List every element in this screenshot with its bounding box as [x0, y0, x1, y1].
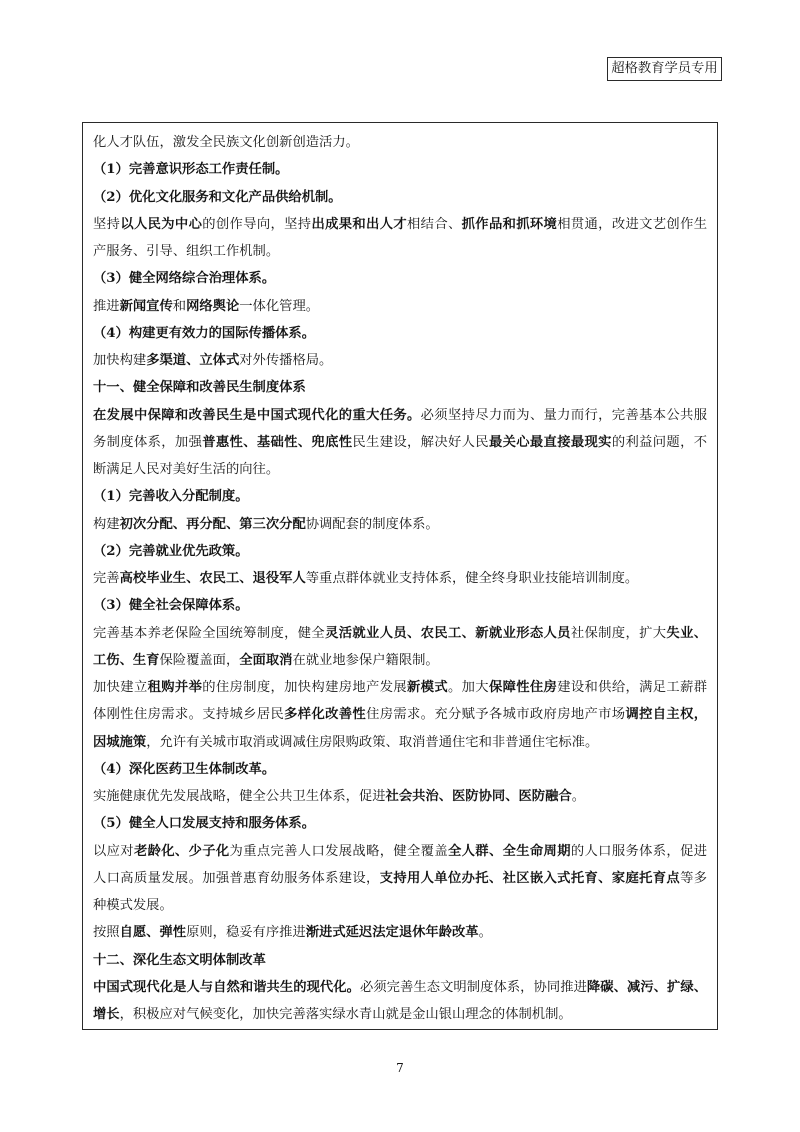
- text-run: 原则，稳妥有序推进: [186, 925, 306, 941]
- text-line: [93, 483, 707, 510]
- text-line: [93, 865, 707, 892]
- bold-text-run: 灵活就业人员、农民工、新就业形态人员: [325, 625, 571, 641]
- text-run: ，允许有关城市取消或调减住房限购政策、取消普通住宅和非普通住宅标准。: [146, 734, 599, 750]
- bold-text-run: （5）健全人口发展支持和服务体系。: [93, 816, 316, 832]
- text-run: 等重点群体就业支持体系，健全终身职业技能培训制度。: [305, 571, 639, 586]
- document-content-box: [82, 122, 718, 1030]
- body-paragraph: [93, 402, 707, 484]
- bold-text-run: 保障性住房: [488, 680, 558, 695]
- body-paragraph: [93, 674, 707, 756]
- body-paragraph: [93, 511, 707, 538]
- text-run: 产服务、引导、组织工作机制。: [93, 244, 280, 259]
- text-run: 人口高质量发展。加强普惠育幼服务体系建设，: [93, 870, 380, 886]
- bold-text-run: 租购并举: [147, 680, 203, 695]
- text-line: [93, 211, 707, 238]
- bold-text-run: 初次分配、再分配、第三次分配: [119, 516, 306, 532]
- text-run: 加快建立: [93, 680, 148, 695]
- text-line: [93, 156, 707, 183]
- text-line: [93, 892, 707, 919]
- text-run: 体刚性住房需求。支持城乡居民: [93, 707, 285, 723]
- body-paragraph: [93, 838, 707, 920]
- text-line: [93, 293, 707, 320]
- subsection-heading: [93, 156, 707, 183]
- subsection-heading: [93, 810, 707, 837]
- text-line: [93, 783, 707, 810]
- text-run: 化人才队伍，激发全民族文化创新创造活力。: [93, 135, 359, 150]
- text-run: 社保制度，扩大: [570, 625, 667, 641]
- text-line: [93, 1001, 707, 1028]
- text-run: 协调配套的制度体系。: [305, 516, 439, 532]
- text-line: [93, 374, 707, 401]
- text-line: [93, 184, 707, 211]
- bold-text-run: 增长: [93, 1007, 120, 1022]
- text-run: 必须坚持尽力而为、量力而行，完善基本公共服: [420, 407, 707, 423]
- text-run: 实施健康优先发展战略，健全公共卫生体系，促进: [93, 789, 386, 804]
- text-run: 坚持: [93, 216, 121, 232]
- bold-text-run: 降碳、减污、扩绿、: [586, 979, 707, 995]
- bold-text-run: 高校毕业生、农民工、退役军人: [119, 571, 306, 586]
- bold-text-run: （3）健全社会保障体系。: [93, 598, 249, 614]
- subsection-heading: [93, 184, 707, 211]
- text-line: [93, 429, 707, 456]
- text-run: 住房需求。充分赋予各城市政府房地产市场: [366, 707, 626, 723]
- text-run: 完善: [93, 571, 120, 586]
- text-run: 的利益问题，不: [611, 434, 707, 450]
- text-line: [93, 729, 707, 756]
- page-number: 7: [396, 1061, 404, 1075]
- bold-text-run: 社会共治、医防协同、医防融合: [385, 789, 572, 804]
- text-line: [93, 456, 707, 483]
- text-run: 为重点完善人口发展战略，健全覆盖: [229, 843, 448, 859]
- text-line: [93, 265, 707, 292]
- text-line: [93, 919, 707, 946]
- text-line: [93, 538, 707, 565]
- text-line: [93, 592, 707, 619]
- bold-text-run: （2）完善就业优先政策。: [93, 543, 249, 559]
- subsection-heading: [93, 265, 707, 292]
- bold-text-run: （4）构建更有效力的国际传播体系。: [93, 325, 316, 341]
- bold-text-run: 因城施策: [93, 734, 147, 750]
- bold-text-run: 最关心最直接最现实: [488, 434, 612, 450]
- text-run: 按照: [93, 925, 120, 941]
- text-run: 对外传播格局。: [239, 353, 333, 368]
- bold-text-run: 十二、深化生态文明体制改革: [93, 952, 266, 968]
- text-line: [93, 756, 707, 783]
- bold-text-run: 多渠道、立体式: [146, 353, 240, 368]
- text-line: [93, 810, 707, 837]
- text-line: [93, 838, 707, 865]
- text-run: 推进: [93, 298, 120, 314]
- text-line: [93, 647, 707, 674]
- bold-text-run: （2）优化文化服务和文化产品供给机制。: [93, 189, 342, 205]
- bold-text-run: （1）完善意识形态工作责任制。: [93, 162, 289, 178]
- text-run: ，积极应对气候变化，加快完善落实绿水青山就是金山银山理念的体制机制。: [119, 1007, 572, 1022]
- bold-text-run: 网络舆论: [186, 298, 240, 314]
- section-heading: [93, 947, 707, 974]
- bold-text-run: 支持用人单位办托、社区嵌入式托育、家庭托育点: [379, 870, 681, 886]
- text-run: 的创作导向，坚持: [202, 216, 312, 232]
- text-line: [93, 402, 707, 429]
- text-run: 完善基本养老保险全国统筹制度，健全: [93, 625, 326, 641]
- body-paragraph: [93, 919, 707, 946]
- text-run: 和: [172, 298, 187, 314]
- bold-text-run: 全人群、全生命周期: [447, 843, 571, 859]
- text-line: [93, 674, 707, 701]
- bold-text-run: 新模式: [407, 680, 448, 695]
- bold-text-run: 老龄化、少子化: [133, 843, 230, 859]
- bold-text-run: （4）深化医药卫生体制改革。: [93, 761, 276, 777]
- text-run: 构建: [93, 516, 120, 532]
- body-paragraph: [93, 129, 707, 156]
- subsection-heading: [93, 538, 707, 565]
- body-paragraph: [93, 293, 707, 320]
- text-line: [93, 320, 707, 347]
- bold-text-run: （1）完善收入分配制度。: [93, 489, 249, 505]
- text-run: 以应对: [93, 843, 134, 859]
- bold-text-run: （3）健全网络综合治理体系。: [93, 271, 276, 287]
- body-paragraph: [93, 783, 707, 810]
- bold-text-run: 全面取消: [239, 652, 293, 668]
- text-run: 等多: [680, 870, 707, 886]
- bold-text-run: 十一、健全保障和改善民生制度体系: [93, 380, 306, 396]
- text-run: 。: [478, 925, 492, 941]
- text-run: 民生建设，解决好人民: [352, 434, 489, 450]
- body-paragraph: [93, 620, 707, 675]
- text-line: [93, 511, 707, 538]
- text-line: [93, 347, 707, 374]
- text-run: 在就业地参保户籍限制。: [292, 652, 439, 668]
- text-line: [93, 238, 707, 265]
- text-run: 种模式发展。: [93, 898, 173, 913]
- bold-text-run: 调控自主权，: [625, 707, 707, 723]
- bold-text-run: 失业、: [666, 625, 707, 641]
- body-paragraph: [93, 347, 707, 374]
- bold-text-run: 新闻宣传: [119, 298, 173, 314]
- subsection-heading: [93, 592, 707, 619]
- bold-text-run: 在发展中保障和改善民生是中国式现代化的重大任务。: [93, 407, 421, 423]
- text-line: [93, 620, 707, 647]
- text-line: [93, 129, 707, 156]
- text-run: 建设和供给，满足工薪群: [557, 680, 707, 695]
- audience-tag-label: 超格教育学员专用: [607, 57, 722, 81]
- text-run: 一体化管理。: [239, 298, 320, 314]
- text-run: 的人口服务体系，促进: [570, 843, 707, 859]
- text-run: 。加大: [447, 680, 489, 695]
- text-line: [93, 974, 707, 1001]
- subsection-heading: [93, 320, 707, 347]
- subsection-heading: [93, 756, 707, 783]
- section-heading: [93, 374, 707, 401]
- subsection-heading: [93, 483, 707, 510]
- text-run: 相结合、: [407, 216, 462, 232]
- bold-text-run: 工伤、生育: [93, 652, 160, 668]
- text-run: 必须完善生态文明制度体系，协同推进: [359, 979, 587, 995]
- bold-text-run: 普惠性、基础性、兜底性: [202, 434, 353, 450]
- bold-text-run: 自愿、弹性: [119, 925, 187, 941]
- text-run: 相贯通，改进文艺创作生: [557, 216, 707, 232]
- bold-text-run: 中国式现代化是人与自然和谐共生的现代化。: [93, 979, 360, 995]
- bold-text-run: 出成果和出人才: [311, 216, 408, 232]
- text-run: 。: [571, 789, 585, 804]
- body-paragraph: [93, 565, 707, 592]
- bold-text-run: 以人民为中心: [120, 216, 203, 232]
- body-paragraph: [93, 211, 707, 266]
- body-paragraph: [93, 974, 707, 1029]
- text-run: 务制度体系，加强: [93, 434, 203, 450]
- text-line: [93, 565, 707, 592]
- bold-text-run: 渐进式延迟法定退休年龄改革: [305, 925, 479, 941]
- bold-text-run: 多样化改善性: [284, 707, 367, 723]
- text-run: 断满足人民对美好生活的向往。: [93, 462, 280, 477]
- text-run: 加快构建: [93, 353, 147, 368]
- text-run: 的住房制度，加快构建房地产发展: [202, 680, 408, 695]
- bold-text-run: 抓作品和抓环境: [461, 216, 558, 232]
- text-run: 保险覆盖面，: [159, 652, 240, 668]
- text-line: [93, 947, 707, 974]
- text-line: [93, 701, 707, 728]
